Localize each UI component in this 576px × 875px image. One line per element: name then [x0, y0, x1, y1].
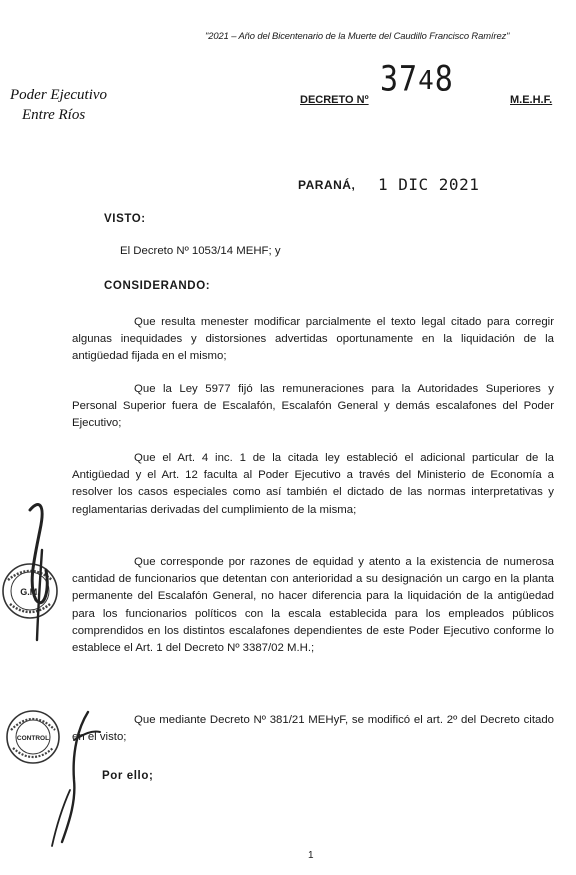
place-label: PARANÁ,: [298, 178, 356, 192]
considerando-paragraph: Que resulta menester modificar parcialmente el texto legal citado para corregir algunas inequidades y distorsiones advertidas oportunamente en la liquidación de la antigüedad fijada en el mismo;: [72, 316, 554, 363]
considerando-heading: CONSIDERANDO:: [104, 280, 211, 292]
date-stamp: 1 DIC 2021: [378, 175, 480, 194]
official-stamp-1: [0, 560, 64, 622]
considerando-paragraph: Que mediante Decreto Nº 381/21 MEHyF, se modificó el art. 2º del Decreto citado en el visto;: [72, 714, 554, 744]
page-number: 1: [308, 850, 314, 861]
logo-line-2: Entre Ríos: [22, 107, 86, 123]
decree-label: DECRETO Nº: [300, 94, 369, 106]
handwritten-signature: [0, 490, 120, 850]
considerando-paragraph: Que corresponde por razones de equidad y atento a la existencia de numerosa cantidad de funcionarios que detentan con anterioridad a su designación un cargo en la planta permanente del Escalafón General, no hacer diferencia para la liquidación de la antigüedad para los funcionarios políticos con la escala establecida para los empleados públicos comprendidos en los distintos escalafones dependientes de este Poder Ejecutivo conforme lo establece el Art. 1 del Decreto Nº 3387/02 M.H.;: [72, 556, 554, 655]
visto-text: El Decreto Nº 1053/14 MEHF; y: [120, 245, 281, 257]
logo-line-1: Poder Ejecutivo: [10, 87, 108, 103]
ministry-code: M.E.H.F.: [510, 94, 553, 106]
decree-number-part2: 4: [418, 66, 435, 96]
decree-number: [380, 59, 454, 100]
decree-number-part3: 8: [434, 59, 454, 100]
decree-number-part1: 37: [380, 59, 419, 100]
header-motto: "2021 – Año del Bicentenario de la Muerte del Caudillo Francisco Ramírez": [205, 30, 510, 41]
stamp-2-text: CONTROL: [16, 735, 50, 742]
stamp-1-initials: G.M.: [20, 587, 40, 597]
government-logo: [10, 85, 107, 125]
considerando-paragraph: Que la Ley 5977 fijó las remuneraciones para la Autoridades Superiores y Personal Superior fuera de Escalafón, Escalafón General y demás escalafones del Poder Ejecutivo;: [72, 383, 554, 430]
official-stamp-2: [4, 708, 62, 766]
considerando-paragraph: Que el Art. 4 inc. 1 de la citada ley estableció el adicional particular de la Antigüedad y el Art. 12 faculta al Poder Ejecutivo a través del Ministerio de Economía a resolver los casos especiales como así también el dictado de las normas interpretativas y reglamentarias derivadas del cumplimiento de la misma;: [72, 452, 554, 516]
closing-text: Por ello;: [102, 770, 154, 782]
visto-heading: VISTO:: [104, 213, 146, 225]
